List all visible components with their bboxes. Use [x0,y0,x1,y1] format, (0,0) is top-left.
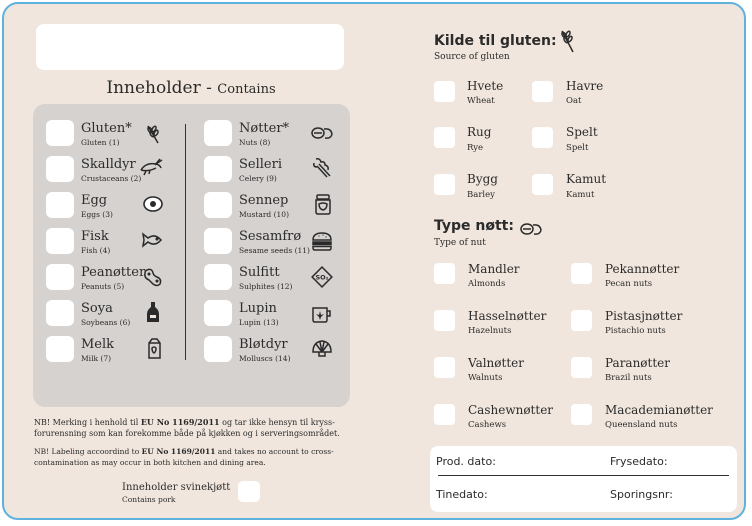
allergen-name: Selleri [239,157,282,172]
gluten-checkbox-oat[interactable] [532,81,553,102]
allergen-checkbox-sulphites[interactable] [204,264,232,290]
allergen-name: Lupin [239,301,277,316]
dates-divider [438,475,729,476]
gluten-checkbox-kamut[interactable] [532,174,553,195]
allergen-name: Sennep [239,193,289,208]
allergen-sub: Peanuts (5) [81,282,125,291]
gluten-name: Bygg [467,172,498,186]
burger-bun-icon [311,230,333,252]
gluten-checkbox-rye[interactable] [434,127,455,148]
gluten-sub: Spelt [566,143,589,153]
gluten-name: Rug [467,125,492,139]
nut-sub: Pecan nuts [605,279,653,289]
allergen-sub: Mustard (10) [239,210,290,219]
allergen-sub: Gluten (1) [81,138,120,147]
nut-name: Paranøtter [605,356,671,370]
nut-checkbox-pistachio[interactable] [571,310,592,331]
nut-checkbox-hazelnuts[interactable] [434,310,455,331]
gluten-name: Havre [566,79,604,93]
allergen-checkbox-peanuts[interactable] [46,264,74,290]
allergen-name: Skalldyr [81,157,136,172]
gluten-name: Kamut [566,172,607,186]
tracking-number-field[interactable]: Sporingsnr: [610,488,673,501]
allergen-checkbox-nuts[interactable] [204,120,232,146]
allergen-checkbox-mustard[interactable] [204,192,232,218]
allergen-sub: Soybeans (6) [81,318,131,327]
allergen-sub: Eggs (3) [81,210,113,219]
allergen-checkbox-sesame[interactable] [204,228,232,254]
nut-sub: Hazelnuts [468,326,512,336]
allergen-sub: Molluscs (14) [239,354,291,363]
allergen-sub: Fish (4) [81,246,111,255]
nut-name: Mandler [468,262,520,276]
gluten-name: Spelt [566,125,598,139]
allergen-sub: Nuts (8) [239,138,271,147]
milk-carton-icon [143,337,165,359]
nut-sub: Almonds [468,279,506,289]
mustard-jar-icon [312,193,334,215]
allergen-name: Soya [81,301,113,316]
panel-divider [185,124,186,360]
nut-name: Pistasjnøtter [605,309,683,323]
allergen-checkbox-crustaceans[interactable] [46,156,74,182]
note-english: NB! Labeling accoordind to EU No 1169/2011 and takes no account to cross-contamination as may occur in both kitchen and dining area. [34,447,334,467]
gluten-sub: Barley [467,190,495,200]
allergen-name: Peanøtter [81,265,146,280]
nut-name: Pekannøtter [605,262,680,276]
nut-checkbox-walnuts[interactable] [434,357,455,378]
allergen-name: Gluten* [81,121,132,136]
wheat-icon [556,28,578,54]
svg-text:SO₂: SO₂ [315,273,329,282]
allergen-sub: Sesame seeds (11) [239,246,310,255]
nut-name: Hasselnøtter [468,309,547,323]
gluten-source-subtitle: Source of gluten [434,52,510,62]
soy-bottle-icon [142,301,164,323]
gluten-source-title: Kilde til gluten: [434,33,557,49]
allergen-sub: Milk (7) [81,354,112,363]
contains-heading: Inneholder - Contains [106,78,276,98]
allergen-checkbox-soybeans[interactable] [46,300,74,326]
allergen-checkbox-gluten[interactable] [46,120,74,146]
allergen-checkbox-fish[interactable] [46,228,74,254]
allergen-name: Sulfitt [239,265,280,280]
allergen-name: Nøtter* [239,121,290,136]
gluten-sub: Kamut [566,190,595,200]
nut-name: Macademianøtter [605,403,713,417]
nuts-icon [309,122,335,144]
nut-name: Valnøtter [468,356,524,370]
allergen-checkbox-molluscs[interactable] [204,336,232,362]
nuts-icon [518,218,544,240]
allergen-sub: Crustaceans (2) [81,174,142,183]
egg-icon [142,193,164,215]
product-name-field[interactable] [36,24,344,70]
lupin-icon [311,302,333,324]
gluten-name: Hvete [467,79,504,93]
nut-sub: Queensland nuts [605,420,678,430]
nut-sub: Brazil nuts [605,373,652,383]
gluten-checkbox-spelt[interactable] [532,127,553,148]
prod-date-field[interactable]: Prod. dato: [436,455,496,468]
allergen-sub: Sulphites (12) [239,282,293,291]
dates-box [430,446,737,512]
note-norwegian: NB! Merking i henhold til EU No 1169/2011 og tar ikke hensyn til kryss-forurensning som kan forekomme både på kjøkken og i serveringsområdet. [34,417,340,438]
thaw-date-field[interactable]: Tinedato: [436,488,488,501]
allergen-sub: Lupin (13) [239,318,279,327]
nut-checkbox-cashews[interactable] [434,404,455,425]
nut-sub: Pistachio nuts [605,326,666,336]
allergen-name: Melk [81,337,115,352]
allergen-label-card [2,2,746,520]
pork-sub: Contains pork [122,495,176,504]
allergen-name: Egg [81,193,108,208]
nut-type-title: Type nøtt: [434,218,514,234]
shell-icon [311,338,333,360]
gluten-sub: Oat [566,96,582,106]
shrimp-icon [138,156,164,178]
allergen-name: Sesamfrø [239,229,302,244]
nut-sub: Walnuts [468,373,503,383]
allergen-checkbox-milk[interactable] [46,336,74,362]
nut-name: Cashewnøtter [468,403,554,417]
nut-checkbox-macadamia[interactable] [571,404,592,425]
allergen-checkbox-lupin[interactable] [204,300,232,326]
fish-icon [141,229,163,251]
allergen-name: Fisk [81,229,109,244]
nut-checkbox-almonds[interactable] [434,263,455,284]
gluten-sub: Wheat [467,96,495,106]
nut-checkbox-brazil[interactable] [571,357,592,378]
allergen-sub: Celery (9) [239,174,277,183]
gluten-checkbox-wheat[interactable] [434,81,455,102]
pork-checkbox[interactable] [238,481,260,502]
gluten-checkbox-barley[interactable] [434,174,455,195]
so2-icon [310,265,334,289]
nut-sub: Cashews [468,420,507,430]
celery-icon [311,156,333,178]
peanut-icon [142,266,164,288]
wheat-icon [142,123,164,145]
freeze-date-field[interactable]: Frysedato: [610,455,668,468]
nut-checkbox-pecan[interactable] [571,263,592,284]
gluten-sub: Rye [467,143,484,153]
allergen-name: Bløtdyr [239,337,288,352]
pork-label: Inneholder svinekjøtt [122,482,231,493]
allergen-checkbox-eggs[interactable] [46,192,74,218]
nut-type-subtitle: Type of nut [434,238,486,248]
allergen-checkbox-celery[interactable] [204,156,232,182]
